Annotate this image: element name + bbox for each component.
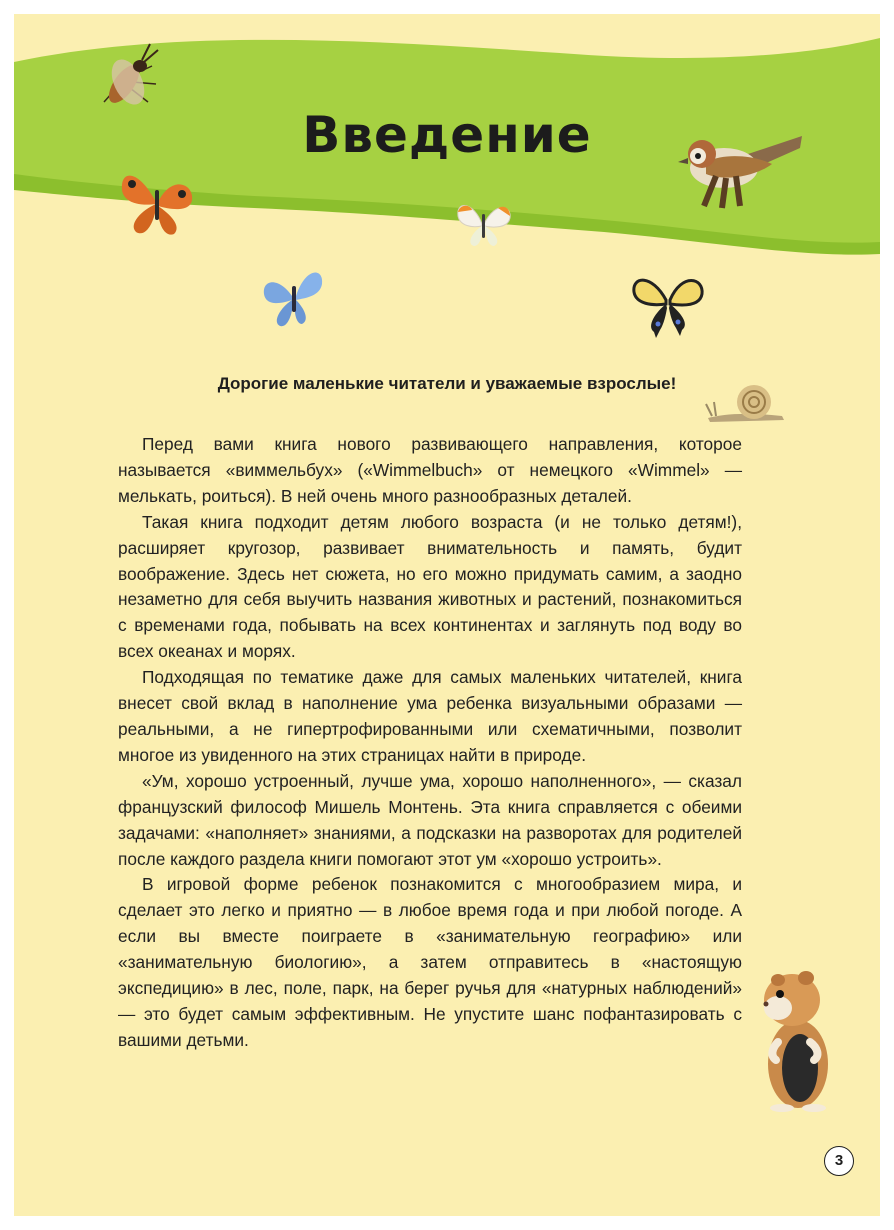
page-title: Введение [302,106,592,164]
book-page [14,14,880,1216]
paragraph: Такая книга подходит детям любого возраста (и не только детям!), расширяет кругозор, развивает внимательность и память, будит воображение. Здесь нет сюжета, но его можно придумать самим, а заодно незаметно для себя выучить названия животных и растений, познакомиться с временами года, побывать на всех континентах и заглянуть под воду во всех океанах и морях. [118,511,742,662]
paragraph: «Ум, хорошо устроенный, лучше ума, хорошо наполненного», — сказал французский философ Мишель Монтень. Эта книга справляется с обеими задачами: «наполняет» знаниями, а подсказки на разворотах для родителей после каждого раздела книги помогают этот ум «хорошо устроить». [118,770,742,869]
body-text [118,432,742,1054]
tortoiseshell-butterfly-icon [118,164,198,240]
beetle-icon [90,36,170,116]
paragraph: Подходящая по тематике даже для самых маленьких читателей, книга внесет свой вклад в наполнение ума ребенка визуальными образами — реальными, а не гипертрофированными или схематичными, позволит многое из увиденного на этих страницах найти в природе. [118,667,742,765]
greeting-heading: Дорогие маленькие читатели и уважаемые взрослые! [217,374,677,393]
page-number: 3 [824,1146,854,1176]
orange-tip-butterfly-icon [452,196,516,252]
hamster-icon [748,964,844,1114]
paragraph: Перед вами книга нового развивающего направления, которое называется «виммельбух» («Wimmelbuch» от немецкого «Wimmel» — мелькать, роиться). В ней очень много разнообразных деталей. [118,434,742,506]
paragraph: В игровой форме ребенок познакомится с многообразием мира, и сделает это легко и приятно — в любое время года и при любой погоде. А если вы вместе поиграете в «занимательную географию» или «занимательную биологию», а затем отправитесь в «настоящую экспедицию» в лес, поле, парк, на берег ручья для «натурных наблюдений» — это будет самым эффективным. Не упустите шанс пофантазировать с вашими детьми. [118,874,742,1050]
sparrow-icon [676,122,806,212]
blue-butterfly-icon [258,260,330,332]
swallowtail-butterfly-icon [630,268,706,338]
snail-icon [704,380,788,424]
